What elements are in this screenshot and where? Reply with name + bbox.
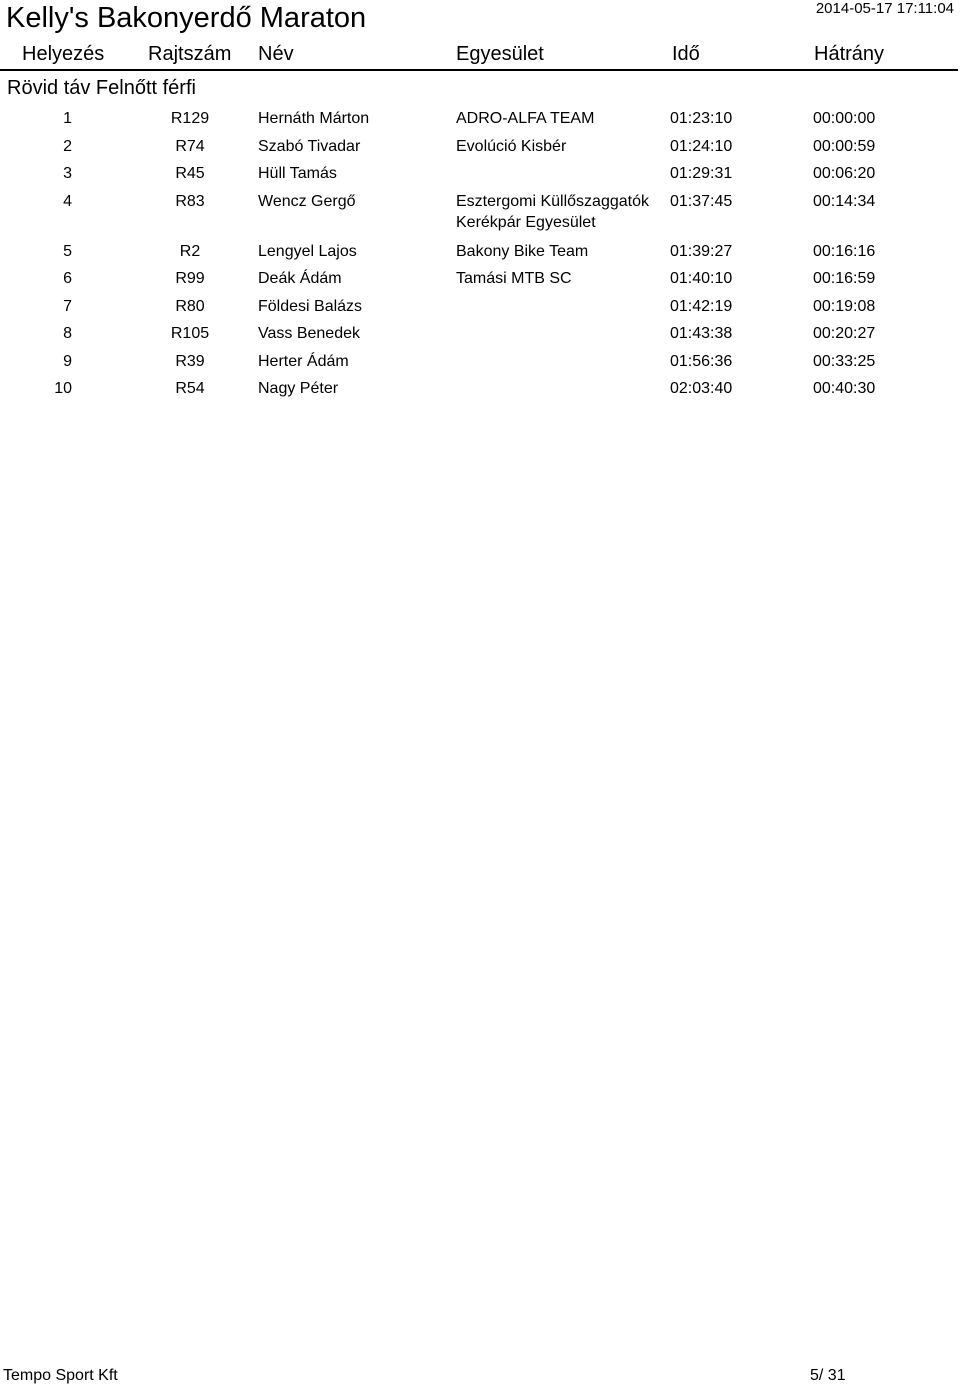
name-cell: Hüll Tamás xyxy=(258,165,337,182)
page-number: 5/ 31 xyxy=(810,1367,846,1384)
rank-cell: 9 xyxy=(63,352,72,370)
time-cell: 01:29:31 xyxy=(670,165,733,182)
time-cell: 01:39:27 xyxy=(670,242,733,260)
time-cell: 01:42:19 xyxy=(670,297,733,315)
table-row xyxy=(0,108,960,136)
table-row xyxy=(0,323,960,351)
column-header-club: Egyesület xyxy=(456,43,544,65)
gap-cell: 00:16:59 xyxy=(813,270,876,287)
table-row xyxy=(0,241,960,269)
club-cell: Tamási MTB SC xyxy=(456,270,572,287)
category-title: Rövid táv Felnőtt férfi xyxy=(7,77,196,99)
gap-cell: 00:00:59 xyxy=(813,137,876,155)
footer-company: Tempo Sport Kft xyxy=(3,1367,118,1384)
bib-cell: R54 xyxy=(175,380,205,397)
gap-cell: 00:19:08 xyxy=(813,297,876,315)
print-timestamp: 2014-05-17 17:11:04 xyxy=(815,0,954,17)
time-cell: 01:56:36 xyxy=(670,352,733,370)
gap-cell: 00:16:16 xyxy=(813,242,876,260)
rank-cell: 1 xyxy=(63,110,72,127)
gap-cell: 00:33:25 xyxy=(813,352,876,370)
name-cell: Lengyel Lajos xyxy=(258,242,357,260)
bib-cell: R105 xyxy=(170,325,210,342)
bib-cell: R45 xyxy=(175,165,205,182)
club-cell: Bakony Bike Team xyxy=(456,242,589,260)
name-cell: Vass Benedek xyxy=(258,325,360,342)
name-cell: Herter Ádám xyxy=(258,352,349,370)
column-header-bib: Rajtszám xyxy=(148,43,232,65)
table-row xyxy=(0,191,960,241)
rank-cell: 5 xyxy=(63,242,72,260)
bib-cell: R99 xyxy=(175,270,205,287)
name-cell: Nagy Péter xyxy=(258,380,339,397)
page-title: Kelly's Bakonyerdő Maraton xyxy=(6,2,367,34)
name-cell: Szabó Tivadar xyxy=(258,137,361,155)
gap-cell: 00:40:30 xyxy=(813,380,876,397)
rank-cell: 4 xyxy=(63,192,72,210)
table-row xyxy=(0,163,960,191)
bib-cell: R83 xyxy=(175,192,205,210)
time-cell: 01:43:38 xyxy=(670,325,733,342)
results-table xyxy=(0,108,960,406)
time-cell: 01:40:10 xyxy=(670,270,733,287)
bib-cell: R80 xyxy=(175,297,205,315)
rank-cell: 3 xyxy=(63,165,72,182)
name-cell: Hernáth Márton xyxy=(258,110,370,127)
rank-cell: 7 xyxy=(63,297,72,315)
column-header-gap: Hátrány xyxy=(814,43,885,65)
table-row xyxy=(0,136,960,164)
time-cell: 01:23:10 xyxy=(670,110,733,127)
column-header-time: Idő xyxy=(672,43,700,65)
club-cell: ADRO-ALFA TEAM xyxy=(456,110,595,127)
rank-cell: 8 xyxy=(63,325,72,342)
time-cell: 01:37:45 xyxy=(670,192,733,210)
name-cell: Földesi Balázs xyxy=(258,297,363,315)
time-cell: 02:03:40 xyxy=(670,380,733,397)
column-header-rank: Helyezés xyxy=(22,43,105,65)
column-header-name: Név xyxy=(258,43,294,65)
table-row xyxy=(0,378,960,406)
bib-cell: R2 xyxy=(179,242,201,260)
table-row xyxy=(0,351,960,379)
rank-cell: 10 xyxy=(54,380,72,397)
header-divider xyxy=(0,69,958,71)
name-cell: Deák Ádám xyxy=(258,270,342,287)
bib-cell: R39 xyxy=(175,352,205,370)
gap-cell: 00:00:00 xyxy=(813,110,876,127)
club-cell: Esztergomi Küllőszaggatók Kerékpár Egyesület xyxy=(456,192,649,231)
gap-cell: 00:14:34 xyxy=(813,192,876,210)
rank-cell: 2 xyxy=(63,137,72,155)
bib-cell: R74 xyxy=(175,137,205,155)
time-cell: 01:24:10 xyxy=(670,137,733,155)
rank-cell: 6 xyxy=(63,270,72,287)
table-row xyxy=(0,296,960,324)
gap-cell: 00:06:20 xyxy=(813,165,876,182)
name-cell: Wencz Gergő xyxy=(258,192,356,210)
bib-cell: R129 xyxy=(170,110,210,127)
table-row xyxy=(0,268,960,296)
gap-cell: 00:20:27 xyxy=(813,325,876,342)
club-cell: Evolúció Kisbér xyxy=(456,137,567,155)
